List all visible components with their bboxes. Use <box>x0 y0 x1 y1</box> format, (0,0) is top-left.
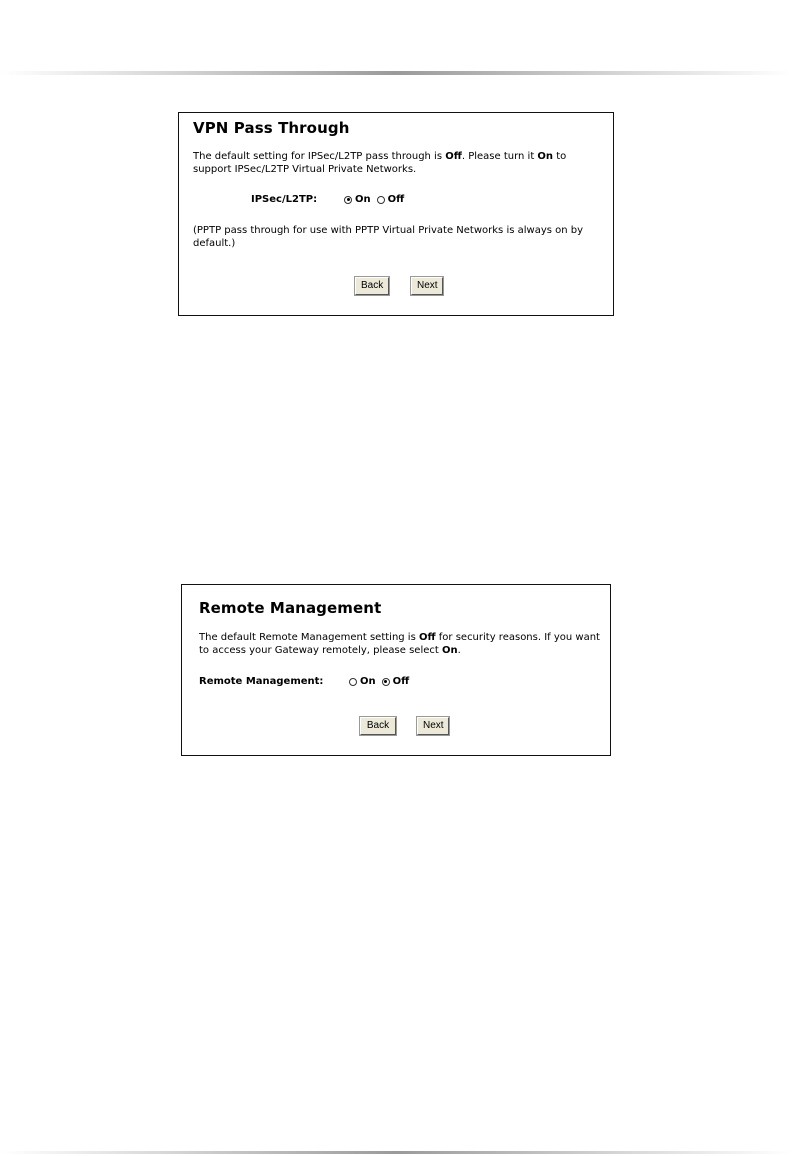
radio-unchecked-icon[interactable] <box>377 196 385 204</box>
back-button[interactable]: Back <box>355 277 389 295</box>
desc-bold-on: On <box>441 645 458 656</box>
radio-checked-icon[interactable] <box>344 196 352 204</box>
desc-text: for security reasons. If you want to access your Gateway remotely, please select <box>199 632 600 656</box>
radio-unchecked-icon[interactable] <box>349 678 357 686</box>
panel-description <box>199 631 604 657</box>
desc-text: . <box>457 645 461 656</box>
radio-label: On <box>355 194 371 205</box>
radio-checked-icon[interactable] <box>382 678 390 686</box>
desc-text: to support IPSec/L2TP Virtual Private Networks. <box>193 151 567 175</box>
remote-on-radio[interactable] <box>349 676 376 687</box>
ipsec-l2tp-label: IPSec/L2TP: <box>251 194 318 205</box>
ipsec-on-radio[interactable] <box>344 194 371 205</box>
remote-management-label: Remote Management: <box>199 676 324 687</box>
radio-label: Off <box>392 676 410 687</box>
panel-title: Remote Management <box>199 599 382 617</box>
desc-text: The default Remote Management setting is <box>199 632 419 643</box>
desc-bold-on: On <box>537 151 554 162</box>
desc-bold-off: Off <box>418 632 436 643</box>
desc-text: . Please turn it <box>461 151 538 162</box>
top-rule <box>0 71 792 75</box>
panel-description <box>193 150 605 176</box>
desc-text: The default setting for IPSec/L2TP pass through is <box>193 151 446 162</box>
desc-bold-off: Off <box>445 151 462 162</box>
remote-management-panel <box>181 584 611 756</box>
vpn-pass-through-panel <box>178 112 614 316</box>
radio-label: Off <box>387 194 405 205</box>
radio-label: On <box>360 676 376 687</box>
remote-off-radio[interactable] <box>382 676 410 687</box>
ipsec-l2tp-option-row <box>251 194 410 205</box>
back-button[interactable]: Back <box>360 717 396 735</box>
panel-title: VPN Pass Through <box>193 119 350 137</box>
next-button[interactable]: Next <box>417 717 449 735</box>
pptp-note: (PPTP pass through for use with PPTP Virtual Private Networks is always on by default.) <box>193 225 584 249</box>
ipsec-off-radio[interactable] <box>377 194 405 205</box>
next-button[interactable]: Next <box>411 277 443 295</box>
bottom-rule <box>0 1151 792 1154</box>
remote-management-option-row <box>199 676 415 687</box>
